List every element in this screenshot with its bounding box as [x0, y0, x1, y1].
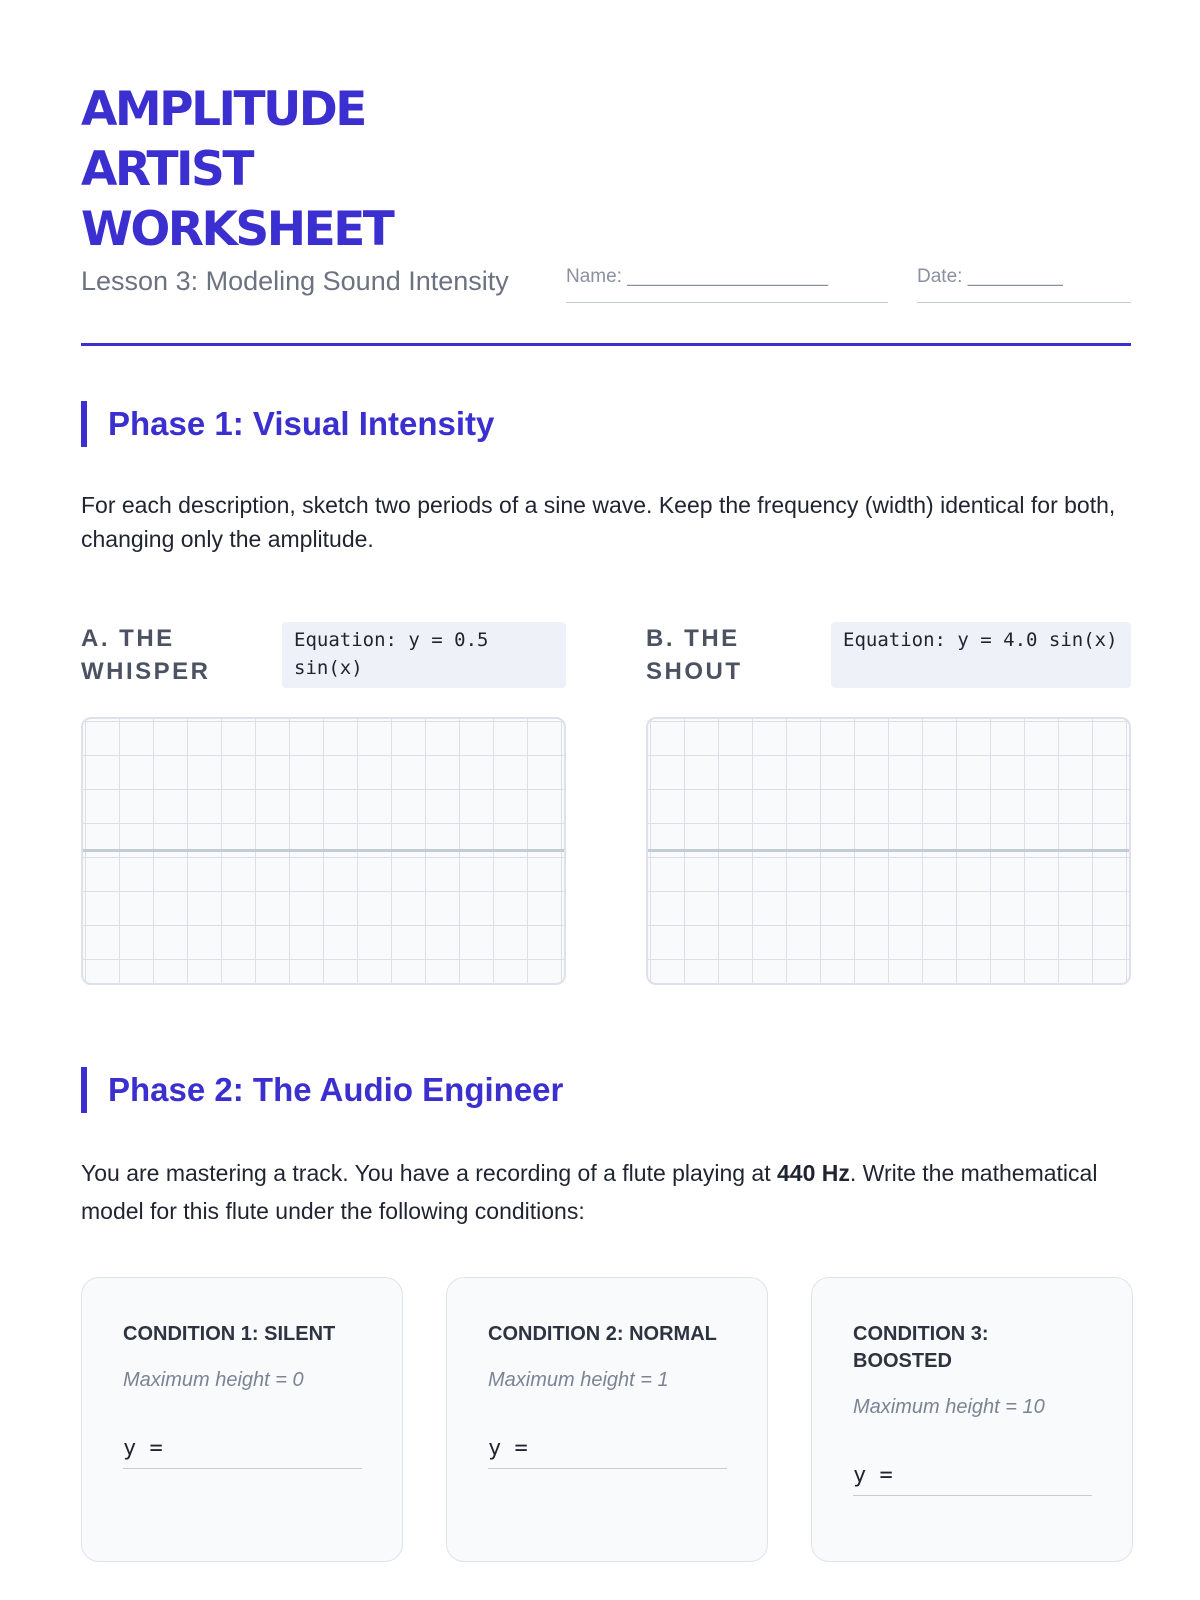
condition-title: CONDITION 2: NORMAL — [488, 1323, 717, 1345]
sketch-grid[interactable] — [646, 717, 1131, 985]
condition-card-normal — [446, 1277, 768, 1562]
equation-box: Equation: y = 0.5 sin(x) — [282, 622, 566, 688]
lesson-subtitle: Lesson 3: Modeling Sound Intensity — [81, 266, 509, 296]
x-axis-line — [648, 849, 1129, 852]
condition-title: CONDITION 3: BOOSTED — [853, 1323, 989, 1372]
name-field[interactable]: Name: ___________________ — [566, 266, 888, 303]
frequency-value: 440 Hz — [777, 1160, 850, 1186]
condition-hint: Maximum height = 10 — [853, 1396, 1045, 1418]
worksheet-title: AMPLITUDE ARTIST WORKSHEET — [81, 82, 393, 257]
date-field[interactable]: Date: _________ — [917, 266, 1131, 303]
instructions-text: You are mastering a track. You have a recording of a flute playing at — [81, 1160, 777, 1186]
phase1-heading: Phase 1: Visual Intensity — [81, 401, 494, 447]
condition-card-boosted — [811, 1277, 1133, 1562]
condition-title: CONDITION 1: SILENT — [123, 1323, 336, 1345]
sketch-grid[interactable] — [81, 717, 566, 985]
condition-hint: Maximum height = 1 — [488, 1369, 669, 1391]
exercise-label: A. THE WHISPER — [81, 625, 211, 685]
answer-field[interactable]: y = — [853, 1457, 1092, 1496]
exercise-label: B. THE SHOUT — [646, 625, 743, 685]
phase2-heading: Phase 2: The Audio Engineer — [81, 1067, 563, 1113]
equation-box: Equation: y = 4.0 sin(x) — [831, 622, 1131, 688]
instructions-text: . Write the mathematical model for this flute under the following conditions: — [81, 1160, 1098, 1224]
x-axis-line — [83, 849, 564, 852]
condition-card-silent — [81, 1277, 403, 1562]
phase2-instructions — [81, 1154, 1131, 1230]
header-divider — [81, 343, 1131, 346]
condition-hint: Maximum height = 0 — [123, 1369, 304, 1391]
answer-field[interactable]: y = — [488, 1430, 727, 1469]
phase1-instructions: For each description, sketch two periods of a sine wave. Keep the frequency (width) identical for both, changing only the amplitude. — [81, 492, 1116, 552]
answer-field[interactable]: y = — [123, 1430, 362, 1469]
